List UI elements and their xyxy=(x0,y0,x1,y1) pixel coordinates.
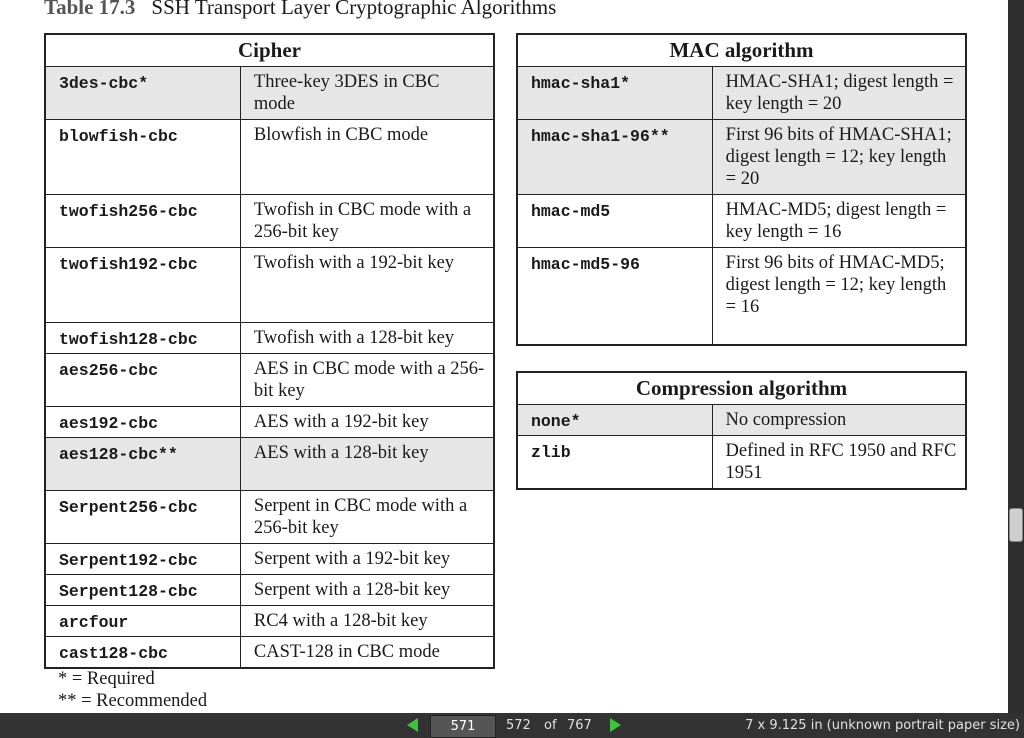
cipher-row xyxy=(45,438,494,491)
footnote-required: * = Required xyxy=(58,669,155,689)
cipher-row xyxy=(45,407,494,438)
cipher-desc: Twofish with a 192-bit key xyxy=(240,248,494,323)
cipher-row xyxy=(45,491,494,544)
compression-desc: Defined in RFC 1950 and RFC 1951 xyxy=(712,436,966,489)
next-page-arrow-icon[interactable] xyxy=(610,718,621,732)
cipher-desc: AES with a 128-bit key xyxy=(240,438,494,491)
mac-name: hmac-md5 xyxy=(517,195,712,248)
cipher-name: Serpent128-cbc xyxy=(45,575,240,606)
page-of-label: of xyxy=(544,718,557,733)
cipher-name: blowfish-cbc xyxy=(45,120,240,195)
table-caption xyxy=(44,0,556,20)
cipher-row xyxy=(45,354,494,407)
cipher-desc: Serpent in CBC mode with a 256-bit key xyxy=(240,491,494,544)
mac-name: hmac-sha1* xyxy=(517,67,712,120)
scrollbar-thumb[interactable] xyxy=(1009,508,1023,542)
cipher-desc: Twofish in CBC mode with a 256-bit key xyxy=(240,195,494,248)
mac-name: hmac-md5-96 xyxy=(517,248,712,345)
cipher-row xyxy=(45,248,494,323)
cipher-desc: Blowfish in CBC mode xyxy=(240,120,494,195)
cipher-name: cast128-cbc xyxy=(45,637,240,669)
mac-desc: HMAC-SHA1; digest length = key length = 20 xyxy=(712,67,966,120)
cipher-row xyxy=(45,67,494,120)
current-page-input[interactable]: 571 xyxy=(430,715,496,738)
cipher-desc: Serpent with a 128-bit key xyxy=(240,575,494,606)
visible-page-number: 572 xyxy=(506,718,531,733)
compression-table xyxy=(516,371,967,490)
status-bar xyxy=(0,713,1024,738)
cipher-name: Serpent256-cbc xyxy=(45,491,240,544)
cipher-row xyxy=(45,195,494,248)
cipher-desc: Serpent with a 192-bit key xyxy=(240,544,494,575)
cipher-name: aes256-cbc xyxy=(45,354,240,407)
cipher-table xyxy=(44,33,495,669)
cipher-desc: Twofish with a 128-bit key xyxy=(240,323,494,354)
mac-row xyxy=(517,67,966,120)
cipher-name: 3des-cbc* xyxy=(45,67,240,120)
compression-desc: No compression xyxy=(712,405,966,436)
compression-row xyxy=(517,405,966,436)
compression-name: zlib xyxy=(517,436,712,489)
previous-page-arrow-icon[interactable] xyxy=(407,718,418,732)
footnote-recommended: ** = Recommended xyxy=(58,691,208,711)
cipher-header: Cipher xyxy=(45,34,494,67)
compression-row xyxy=(517,436,966,489)
mac-row xyxy=(517,195,966,248)
cipher-name: arcfour xyxy=(45,606,240,637)
mac-desc: First 96 bits of HMAC-MD5; digest length = 12; key length = 16 xyxy=(712,248,966,345)
vertical-scrollbar[interactable] xyxy=(1008,0,1024,713)
cipher-desc: AES in CBC mode with a 256-bit key xyxy=(240,354,494,407)
compression-header: Compression algorithm xyxy=(517,372,966,405)
cipher-desc: RC4 with a 128-bit key xyxy=(240,606,494,637)
cipher-desc: AES with a 192-bit key xyxy=(240,407,494,438)
table-number: Table 17.3 xyxy=(44,0,136,19)
mac-name: hmac-sha1-96** xyxy=(517,120,712,195)
mac-desc: HMAC-MD5; digest length = key length = 16 xyxy=(712,195,966,248)
total-pages: 767 xyxy=(567,718,592,733)
cipher-desc: Three-key 3DES in CBC mode xyxy=(240,67,494,120)
cipher-name: Serpent192-cbc xyxy=(45,544,240,575)
mac-desc: First 96 bits of HMAC-SHA1; digest length = 12; key length = 20 xyxy=(712,120,966,195)
table-footnotes xyxy=(58,668,207,712)
compression-name: none* xyxy=(517,405,712,436)
mac-row xyxy=(517,248,966,345)
cipher-row xyxy=(45,606,494,637)
mac-table xyxy=(516,33,967,346)
cipher-name: twofish128-cbc xyxy=(45,323,240,354)
table-title: SSH Transport Layer Cryptographic Algorithms xyxy=(151,0,557,19)
cipher-row xyxy=(45,575,494,606)
cipher-name: aes128-cbc** xyxy=(45,438,240,491)
cipher-name: twofish192-cbc xyxy=(45,248,240,323)
cipher-row xyxy=(45,544,494,575)
cipher-row xyxy=(45,120,494,195)
cipher-name: aes192-cbc xyxy=(45,407,240,438)
cipher-name: twofish256-cbc xyxy=(45,195,240,248)
mac-row xyxy=(517,120,966,195)
mac-header: MAC algorithm xyxy=(517,34,966,67)
paper-size-label: 7 x 9.125 in (unknown portrait paper size) xyxy=(745,718,1020,733)
cipher-row xyxy=(45,637,494,669)
cipher-row xyxy=(45,323,494,354)
cipher-desc: CAST-128 in CBC mode xyxy=(240,637,494,669)
